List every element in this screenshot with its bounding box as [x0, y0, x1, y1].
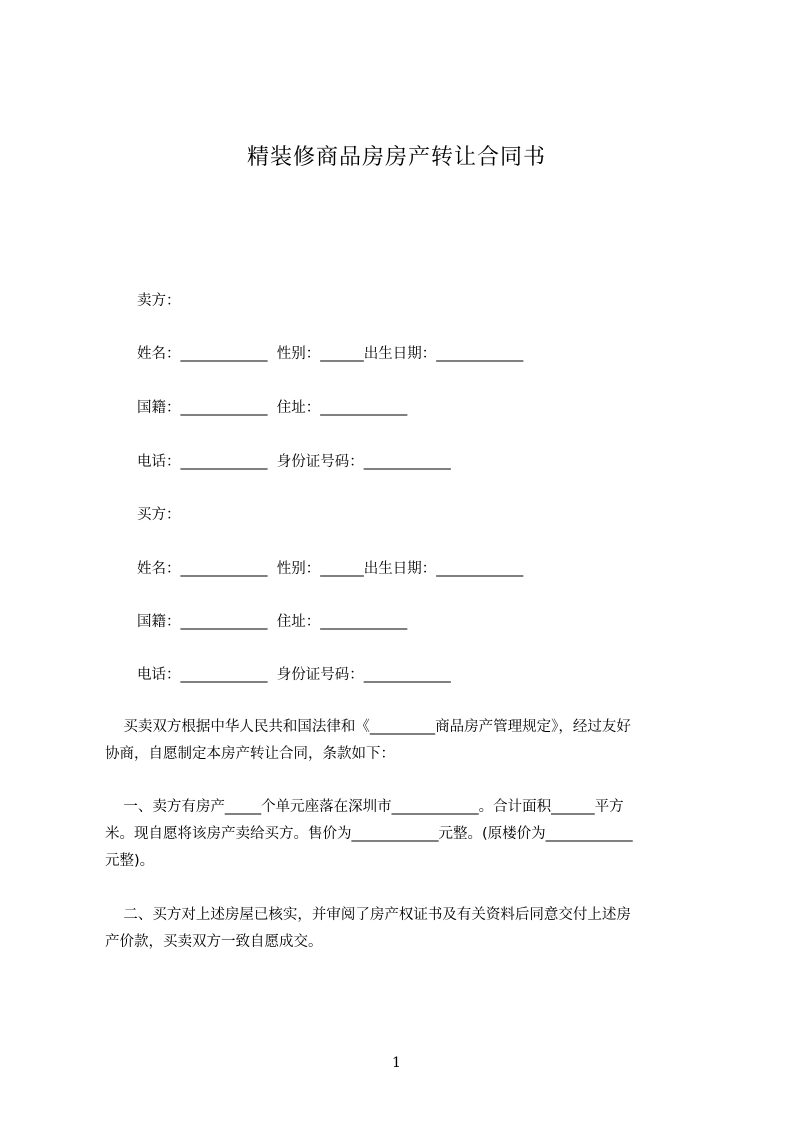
seller-name-gender-birth: 姓名：____________ 性别：______出生日期：____________	[137, 346, 524, 362]
clause-1-line-3: 元整)。	[105, 853, 155, 869]
intro-line-1: 买卖双方根据中华人民共和国法律和《_________商品房产管理规定》，经过友好	[105, 719, 631, 735]
document-title: 精装修商品房房产转让合同书	[246, 145, 546, 170]
clause-2-line-1: 二、买方对上述房屋已核实，并审阅了房产权证书及有关资料后同意交付上述房	[105, 907, 631, 923]
clause-1-paragraph	[105, 794, 705, 875]
seller-phone-id: 电话：____________ 身份证号码：____________	[137, 454, 451, 470]
clause-2-paragraph	[105, 902, 705, 956]
seller-nationality-address: 国籍：____________ 住址：____________	[137, 400, 408, 416]
intro-line-2: 协商，自愿制定本房产转让合同，条款如下：	[105, 746, 395, 762]
buyer-name-gender-birth: 姓名：____________ 性别：______出生日期：____________	[137, 561, 524, 577]
buyer-label: 买方：	[137, 507, 181, 523]
page-number: 1	[392, 1055, 401, 1071]
intro-paragraph	[105, 714, 705, 768]
seller-label: 卖方：	[137, 293, 181, 309]
clause-2-line-2: 产价款，买卖双方一致自愿成交。	[105, 934, 323, 950]
buyer-nationality-address: 国籍：____________ 住址：____________	[137, 614, 408, 630]
clause-1-line-1: 一、卖方有房产_____个单元座落在深圳市____________。合计面积______平方	[105, 799, 624, 815]
buyer-phone-id: 电话：____________ 身份证号码：____________	[137, 667, 451, 683]
clause-1-line-2: 米。现自愿将该房产卖给买方。售价为____________元整。(原楼价为____________	[105, 826, 633, 842]
